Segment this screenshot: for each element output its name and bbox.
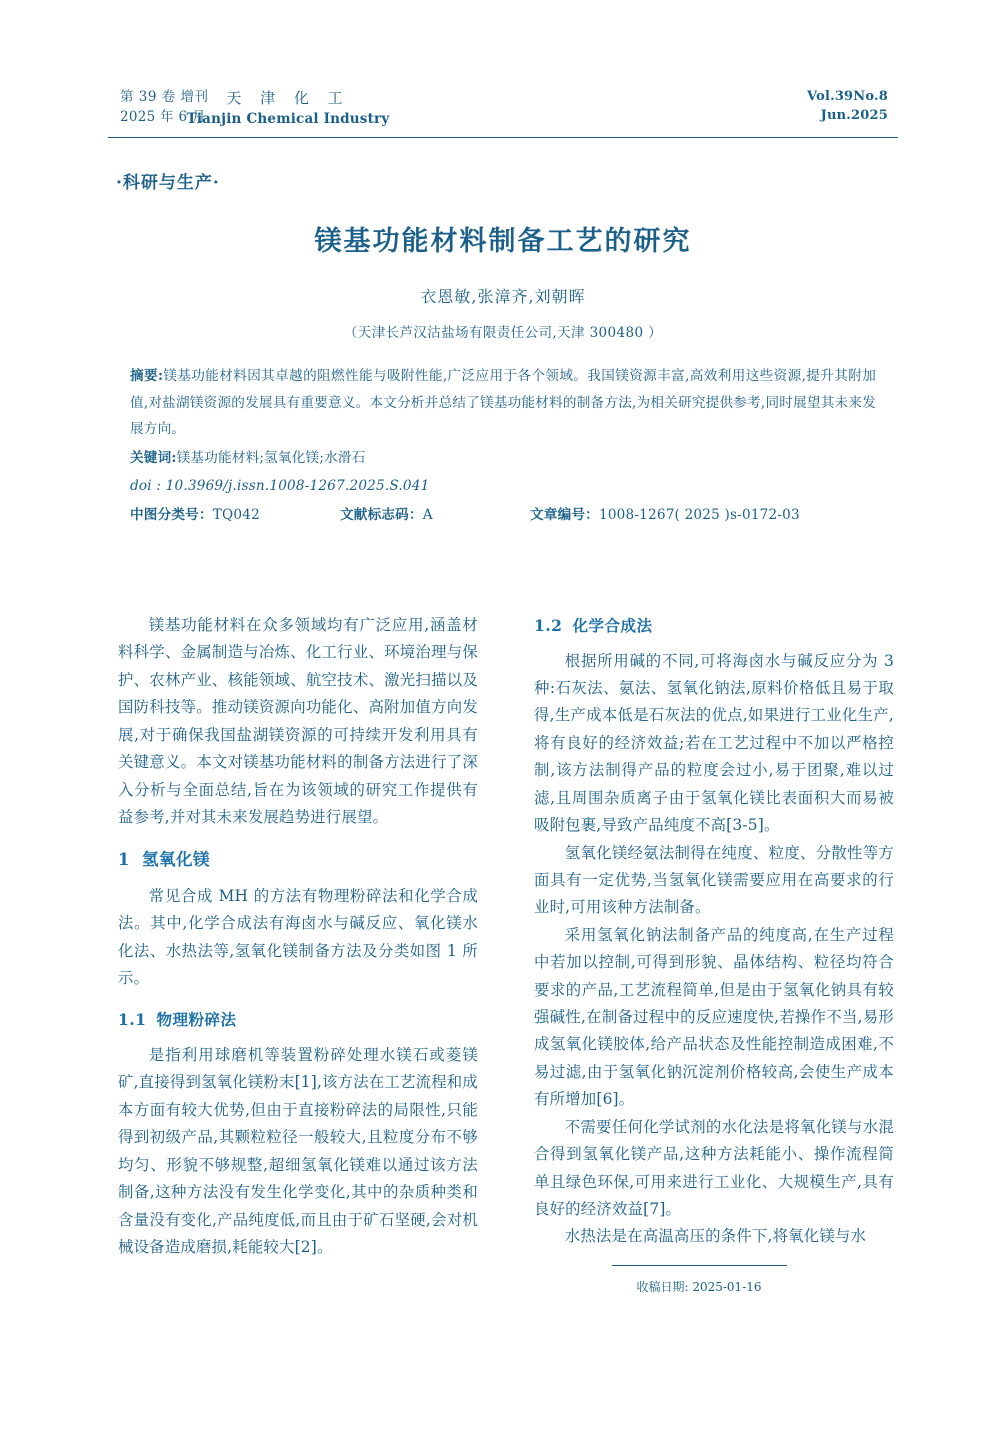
body-columns	[118, 612, 894, 1312]
article-number-group	[530, 502, 876, 529]
paragraph-r2: 氢氧化镁经氨法制得在纯度、粒度、分散性等方面具有一定优势,当氢氧化镁需要应用在高要求的行业时,可用该种方法制备。	[534, 843, 894, 917]
keywords-line	[130, 445, 876, 472]
volume-number-en: Vol.39No.8	[806, 89, 888, 104]
page-content	[108, 88, 898, 528]
heading-section-1	[118, 845, 478, 874]
doc-code-label: 文献标志码：	[340, 506, 423, 523]
heading-section-1-1	[118, 1006, 478, 1034]
heading-section-1-number: 1	[118, 850, 130, 870]
clc-group	[130, 502, 340, 529]
footnote-divider	[612, 1265, 787, 1266]
column-left	[118, 612, 478, 1261]
section-category: ·科研与生产·	[116, 173, 220, 193]
paragraph-1-1-1: 是指利用球磨机等装置粉碎处理水镁石或菱镁矿,直接得到氢氧化镁粉末[1],该方法在工艺流程和成本方面有较大优势,但由于直接粉碎法的局限性,只能得到初级产品,其颗粒粒径一般较大,且粒度分布不够均匀、形貌不够规整,超细氢氧化镁难以通过该方法制备,这种方法没有发生化学变化,其中的杂质种类和含量没有变化,产品纯度低,而且由于矿石坚硬,会对机械设备造成磨损,耗能较大[2]。	[118, 1046, 478, 1256]
article-number-label: 文章编号：	[530, 506, 599, 523]
classification-row	[130, 502, 876, 529]
heading-section-1-2-number: 1.2	[534, 616, 563, 635]
journal-title-en: Tianjin Chemical Industry	[186, 110, 390, 127]
paragraph-r1: 根据所用碱的不同,可将海卤水与碱反应分为 3 种:石灰法、氨法、氢氧化钠法,原料价格低且易于取得,生产成本低是石灰法的优点,如果进行工业化生产,将有良好的经济效益;若在工艺过程中不加以严格控制,该方法制得产品的粒度会过小,易于团聚,难以过滤,且周围杂质离子由于氢氧化镁比表面积大而易被吸附包裹,导致产品纯度不高[3-5]。	[534, 651, 894, 835]
volume-issue: 第 39 卷 增刊	[120, 89, 209, 105]
heading-section-1-2-label: 化学合成法	[572, 616, 653, 635]
column-right	[534, 612, 894, 1251]
author-list: 衣恩敏,张漳齐,刘朝晖	[420, 287, 586, 306]
paragraph-intro: 镁基功能材料在众多领域均有广泛应用,涵盖材料科学、金属制造与冶炼、化工行业、环境治理与保护、农林产业、核能领域、航空技术、激光扫描以及国防科技等。推动镁资源向功能化、高附加值方向发展,对于确保我国盐湖镁资源的可持续开发利用具有关键意义。本文对镁基功能材料的制备方法进行了深入分析与全面总结,旨在为该领域的研究工作提供有益参考,并对其未来发展趋势进行展望。	[118, 616, 478, 826]
doc-code-group	[340, 502, 530, 529]
publication-date-cn: 2025 年 6 月	[120, 108, 206, 125]
paragraph-r4: 不需要任何化学试剂的水化法是将氧化镁与水混合得到氢氧化镁产品,这种方法耗能小、操作流程简单且绿色环保,可用来进行工业化、大规模生产,具有良好的经济效益[7]。	[534, 1117, 894, 1219]
abstract-block	[108, 363, 898, 528]
abstract-paragraph	[130, 363, 876, 443]
received-date: 收稿日期: 2025-01-16	[636, 1280, 762, 1294]
abstract-text: 镁基功能材料因其卓越的阻燃性能与吸附性能,广泛应用于各个领域。我国镁资源丰富,高效利用这些资源,提升其附加值,对盐湖镁资源的发展具有重要意义。本文分析并总结了镁基功能材料的制备方法,为相关研究提供参考,同时展望其未来发展方向。	[130, 368, 876, 437]
clc-value: TQ042	[212, 506, 260, 523]
abstract-label: 摘要:	[130, 368, 164, 384]
journal-title-cn: 天 津 化 工	[226, 89, 350, 107]
author-affiliation: （天津长芦汉沽盐场有限责任公司,天津 300480 ）	[343, 325, 663, 341]
clc-label: 中图分类号：	[130, 506, 213, 523]
heading-section-1-1-number: 1.1	[118, 1010, 147, 1030]
keywords-label: 关键词:	[130, 449, 177, 466]
article-number-value: 1008-1267( 2025 )s-0172-03	[598, 506, 800, 523]
heading-section-1-label: 氢氧化镁	[141, 850, 210, 870]
publication-date-en: Jun.2025	[820, 107, 888, 123]
running-head-center	[108, 88, 468, 129]
running-head	[108, 88, 898, 138]
paragraph-1-1: 常见合成 MH 的方法有物理粉碎法和化学合成法。其中,化学合成法有海卤水与碱反应、氧化镁水化法、水热法等,氢氧化镁制备方法及分类如图 1 所示。	[118, 886, 478, 987]
doc-code-value: A	[422, 506, 433, 523]
paragraph-r5: 水热法是在高温高压的条件下,将氧化镁与水	[564, 1227, 867, 1246]
doi-line: doi : 10.3969/j.issn.1008-1267.2025.S.041	[130, 478, 430, 494]
page-title: 镁基功能材料制备工艺的研究	[314, 226, 692, 257]
paragraph-r3: 采用氢氧化钠法制备产品的纯度高,在生产过程中若加以控制,可得到形貌、晶体结构、粒径均符合要求的产品,工艺流程简单,但是由于氢氧化钠具有较强碱性,在制备过程中的反应速度快,若操作不当,易形成氢氧化镁胶体,给产品状态及性能控制造成困难,不易过滤,由于氢氧化钠沉淀剂价格较高,会使生产成本有所增加[6]。	[534, 925, 894, 1109]
running-head-right	[528, 88, 888, 126]
keywords-text: 镁基功能材料;氢氧化镁;水滑石	[176, 449, 366, 466]
footnote-block	[534, 1265, 864, 1295]
heading-section-1-1-label: 物理粉碎法	[156, 1010, 237, 1030]
heading-section-1-2	[534, 612, 894, 640]
